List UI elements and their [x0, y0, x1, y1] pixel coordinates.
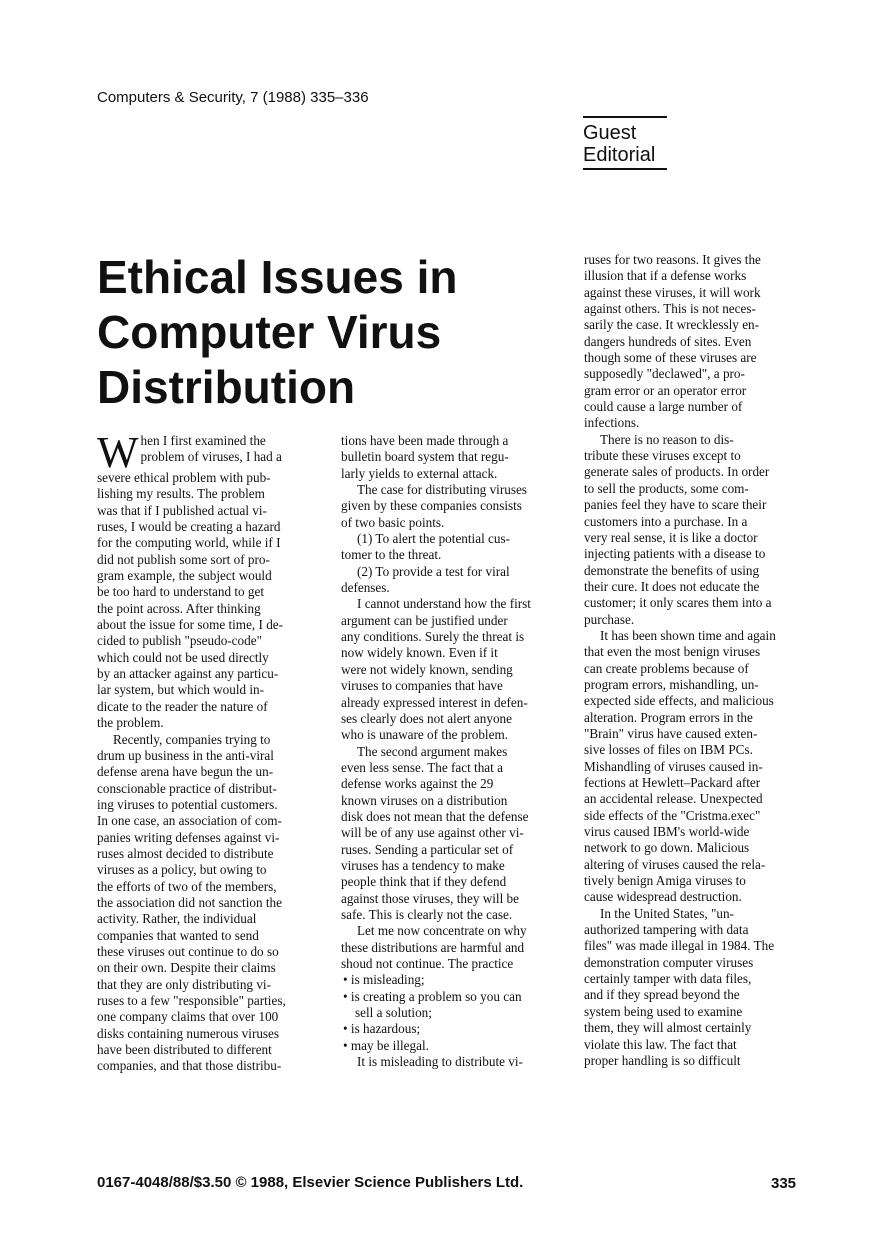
text-line: problem of viruses, I had a	[140, 449, 282, 465]
text-line: It is misleading to distribute vi-	[357, 1054, 523, 1070]
text-line: sarily the case. It wrecklessly en-	[584, 317, 760, 333]
text-line: ruses almost decided to distribute	[97, 845, 274, 861]
text-line: against those viruses, they will be	[341, 890, 519, 906]
text-line: system being used to examine	[584, 1003, 743, 1019]
text-line: tions have been made through a	[341, 433, 509, 448]
text-line: about the issue for some time, I de-	[97, 617, 284, 633]
text-line: could cause a large number of	[584, 399, 743, 415]
text-line: "Brain" virus have caused exten-	[584, 725, 758, 741]
text-line: virus caused IBM's world-wide	[584, 824, 750, 840]
text-line: panies writing defenses against vi-	[97, 829, 280, 845]
text-line: very real sense, it is like a doctor	[584, 529, 758, 545]
text-line: (1) To alert the potential cus-	[357, 531, 511, 547]
text-line: defenses.	[341, 580, 390, 596]
text-line: have been distributed to different	[97, 1042, 272, 1058]
bullet-item-continuation: sell a solution;	[355, 1005, 432, 1021]
text-line: There is no reason to dis-	[600, 431, 734, 447]
text-line: Mishandling of viruses caused in-	[584, 758, 763, 774]
text-line: by an attacker against any particu-	[97, 666, 279, 682]
text-line: tribute these viruses except to	[584, 448, 741, 464]
text-line: the association did not sanction the	[97, 894, 282, 910]
text-line: were not widely known, sending	[341, 661, 513, 677]
bullet-item: • is hazardous;	[343, 1021, 421, 1037]
section-label-line2: Editorial	[583, 144, 656, 166]
text-line: the point across. After thinking	[97, 600, 261, 616]
text-line: supposedly "declawed", a pro-	[584, 366, 745, 382]
text-line: can create problems because of	[584, 660, 749, 676]
article-title	[97, 250, 537, 415]
text-line: side effects of the "Cristma.exec"	[584, 807, 761, 823]
text-line: companies, and that those distribu-	[97, 1058, 282, 1074]
text-line: people think that if they defend	[341, 874, 507, 890]
text-line: that even the most benign viruses	[584, 644, 761, 660]
text-line: expected side effects, and malicious	[584, 693, 774, 709]
text-line: viruses as a policy, but owing to	[97, 862, 267, 878]
text-line: that they are only distributing vi-	[97, 976, 271, 992]
text-line: infections.	[584, 415, 640, 431]
text-line: dangers hundreds of sites. Even	[584, 333, 752, 349]
text-line: severe ethical problem with pub-	[97, 470, 271, 485]
text-line: was that if I published actual vi-	[97, 502, 267, 518]
text-line: gram example, the subject would	[97, 568, 272, 584]
text-line: known viruses on a distribution	[341, 792, 508, 808]
text-line: demonstration computer viruses	[584, 954, 754, 970]
text-line: on their own. Despite their claims	[97, 960, 276, 976]
text-line: gram error or an operator error	[584, 382, 747, 398]
text-line: The case for distributing viruses	[357, 482, 527, 498]
text-line: hen I first examined the	[140, 433, 266, 448]
text-line: proper handling is so difficult	[584, 1052, 741, 1068]
text-line: defense arena have begun the un-	[97, 764, 274, 780]
text-line: one company claims that over 100	[97, 1009, 279, 1025]
text-line: will be of any use against other vi-	[341, 825, 524, 841]
text-column-2	[341, 433, 569, 1070]
text-line: certainly tamper with data files,	[584, 971, 752, 987]
title-line: Distribution	[97, 361, 356, 413]
text-line: shoud not continue. The practice	[341, 956, 514, 971]
text-line: the efforts of two of the members,	[97, 878, 277, 894]
text-line: companies that wanted to send	[97, 927, 259, 943]
text-line: disk does not mean that the defense	[341, 808, 529, 824]
bullet-item: • is misleading;	[343, 972, 425, 988]
text-line: their cure. It does not educate the	[584, 578, 760, 594]
text-line: It has been shown time and again	[600, 627, 776, 643]
text-line: program errors, mishandling, un-	[584, 676, 759, 692]
text-line: activity. Rather, the individual	[97, 911, 257, 927]
text-line: conscionable practice of distribut-	[97, 780, 277, 796]
text-line: files" was made illegal in 1984. The	[584, 938, 775, 954]
text-line: dicate to the reader the nature of	[97, 698, 268, 714]
text-line: injecting patients with a disease to	[584, 546, 766, 562]
text-line: Recently, companies trying to	[113, 731, 271, 747]
bullet-item: • is creating a problem so you can	[343, 988, 522, 1004]
text-line: network to go down. Malicious	[584, 840, 750, 856]
text-line: these viruses out continue to do so	[97, 943, 279, 959]
text-line: cided to publish "pseudo-code"	[97, 633, 262, 649]
text-line: any conditions. Surely the threat is	[341, 629, 525, 645]
text-line: to sell the products, some com-	[584, 480, 749, 496]
text-line: viruses to companies that have	[341, 678, 503, 694]
text-line: drum up business in the anti-viral	[97, 747, 274, 763]
text-line: ruses for two reasons. It gives the	[584, 252, 761, 267]
text-line: altering of viruses caused the rela-	[584, 856, 766, 872]
bullet-item: • may be illegal.	[343, 1037, 429, 1053]
text-line: authorized tampering with data	[584, 922, 749, 938]
text-line: purchase.	[584, 611, 635, 627]
drop-cap: W	[97, 428, 139, 477]
text-line: these distributions are harmful and	[341, 939, 525, 955]
text-line: the problem.	[97, 715, 164, 731]
text-line: tively benign Amiga viruses to	[584, 873, 746, 889]
text-line: ing viruses to potential customers.	[97, 796, 278, 812]
text-line: bulletin board system that regu-	[341, 449, 509, 465]
text-line: lar system, but which would in-	[97, 682, 265, 698]
text-line: of two basic points.	[341, 514, 445, 530]
text-line: disks containing numerous viruses	[97, 1025, 280, 1041]
text-line: cause widespread destruction.	[584, 889, 742, 905]
section-label	[583, 116, 667, 170]
text-line: be too hard to understand to get	[97, 584, 265, 600]
section-label-line1: Guest	[583, 122, 637, 144]
page-number: 335	[771, 1175, 797, 1192]
text-line: customers into a purchase. In a	[584, 513, 748, 529]
text-line: lishing my results. The problem	[97, 486, 265, 502]
text-line: given by these companies consists	[341, 498, 522, 514]
text-line: demonstrate the benefits of using	[584, 562, 760, 578]
text-column-3	[584, 252, 800, 1069]
text-line: sive losses of files on IBM PCs.	[584, 742, 753, 758]
text-line: violate this law. The fact that	[584, 1036, 737, 1052]
text-line: already expressed interest in defen-	[341, 694, 528, 710]
text-line: (2) To provide a test for viral	[357, 563, 510, 579]
text-line: who is unaware of the problem.	[341, 727, 508, 743]
text-line: viruses has a tendency to make	[341, 857, 505, 873]
text-line: ruses, I would be creating a hazard	[97, 519, 281, 535]
copyright-footer: 0167-4048/88/$3.50 © 1988, Elsevier Science Publishers Ltd.	[97, 1174, 524, 1191]
text-line: ruses. Sending a particular set of	[341, 841, 514, 857]
journal-citation: Computers & Security, 7 (1988) 335–336	[97, 89, 369, 106]
title-line: Ethical Issues in	[97, 251, 458, 303]
text-line: alteration. Program errors in the	[584, 709, 753, 725]
text-line: fections at Hewlett–Packard after	[584, 775, 761, 790]
text-line: panies feel they have to scare their	[584, 497, 767, 513]
text-line: them, they will almost certainly	[584, 1020, 752, 1036]
text-line: against these viruses, it will work	[584, 284, 761, 300]
text-line: against others. This is not neces-	[584, 301, 756, 317]
title-line: Computer Virus	[97, 306, 442, 358]
text-line: even less sense. The fact that a	[341, 759, 503, 775]
text-line: safe. This is clearly not the case.	[341, 906, 513, 922]
text-line: larly yields to external attack.	[341, 465, 498, 481]
text-line: an accidental release. Unexpected	[584, 791, 763, 807]
text-line: did not publish some sort of pro-	[97, 551, 270, 567]
text-line: illusion that if a defense works	[584, 268, 747, 284]
text-line: ruses to a few "responsible" parties,	[97, 993, 286, 1008]
text-line: though some of these viruses are	[584, 350, 757, 366]
text-line: for the computing world, while if I	[97, 535, 281, 551]
text-line: argument can be justified under	[341, 612, 508, 628]
text-line: now widely known. Even if it	[341, 645, 498, 661]
text-line: generate sales of products. In order	[584, 464, 770, 480]
text-line: tomer to the threat.	[341, 547, 442, 563]
text-line: The second argument makes	[357, 743, 508, 759]
text-line: In the United States, "un-	[600, 905, 734, 921]
text-column-1	[97, 428, 322, 1075]
text-line: I cannot understand how the first	[357, 596, 531, 612]
text-line: ses clearly does not alert anyone	[341, 710, 513, 726]
text-line: defense works against the 29	[341, 776, 494, 792]
text-line: and if they spread beyond the	[584, 987, 740, 1003]
text-line: which could not be used directly	[97, 649, 269, 665]
text-line: customer; it only scares them into a	[584, 595, 772, 611]
text-line: Let me now concentrate on why	[357, 923, 527, 939]
text-line: In one case, an association of com-	[97, 813, 282, 829]
